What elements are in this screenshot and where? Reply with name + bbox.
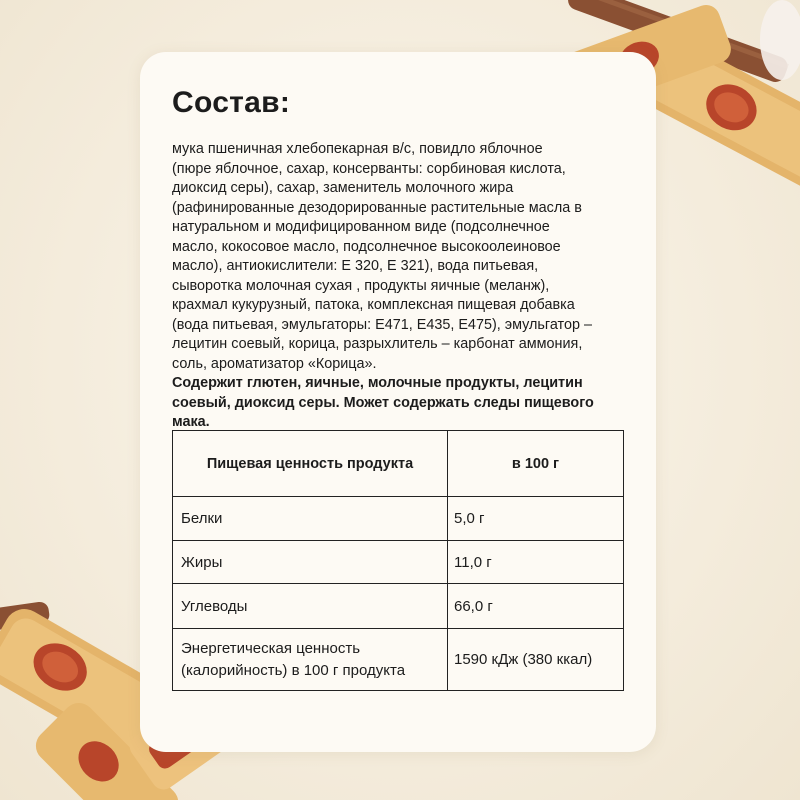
nutrition-header-per100: в 100 г <box>448 431 624 497</box>
table-row <box>173 629 624 691</box>
table-row <box>173 584 624 629</box>
ingredient-line: (пюре яблочное, сахар, консерванты: сорбиновая кислота, <box>172 160 566 177</box>
ingredient-line: (рафинированные дезодорированные растительные масла в <box>172 199 582 216</box>
nutrient-value: 66,0 г <box>448 584 624 629</box>
ingredient-line: сыворотка молочная сухая , продукты яичные (меланж), <box>172 277 550 294</box>
energy-label-line: Энергетическая ценность <box>181 639 361 657</box>
ingredient-line: (вода питьевая, эмульгаторы: Е471, Е435, Е475), эмульгатор – <box>172 316 592 333</box>
nutrient-name: Углеводы <box>173 584 448 629</box>
nutrient-value: 1590 кДж (380 ккал) <box>448 629 624 691</box>
energy-label-line: (калорийность) в 100 г продукта <box>181 661 406 679</box>
ingredient-line: соль, ароматизатор «Корица». <box>172 355 377 372</box>
allergen-line: соевый, диоксид серы. Может содержать следы пищевого <box>172 394 594 411</box>
allergen-warning <box>172 374 642 433</box>
nutrient-value: 5,0 г <box>448 497 624 541</box>
nutrition-header-row <box>173 431 624 497</box>
allergen-line: Содержит глютен, яичные, молочные продукты, лецитин <box>172 375 583 391</box>
table-row <box>173 497 624 541</box>
ingredient-line: натуральном и модифицированном виде (подсолнечное <box>172 219 550 235</box>
ingredient-line: масло), антиокислители: Е 320, Е 321), вода питьевая, <box>172 258 539 274</box>
ingredient-line: диоксид серы), сахар, заменитель молочного жира <box>172 180 514 196</box>
nutrient-value: 11,0 г <box>448 541 624 584</box>
ingredient-line: мука пшеничная хлебопекарная в/с, повидло яблочное <box>172 141 543 157</box>
table-row <box>173 541 624 584</box>
ingredient-line: лецитин соевый, корица, разрыхлитель – карбонат аммония, <box>172 336 583 352</box>
nutrient-name: Белки <box>173 497 448 541</box>
nutrient-name: Жиры <box>173 541 448 584</box>
nutrition-header-label: Пищевая ценность продукта <box>173 431 448 497</box>
ingredient-line: масло, кокосовое масло, подсолнечное высокоолеиновое <box>172 238 561 255</box>
nutrient-name <box>173 629 448 691</box>
composition-title: Состав: <box>172 86 291 119</box>
allergen-line: мака. <box>172 414 210 430</box>
nutrition-table <box>172 430 624 691</box>
ingredients-text <box>172 140 642 433</box>
ingredient-line: крахмал кукурузный, патока, комплексная пищевая добавка <box>172 297 575 313</box>
